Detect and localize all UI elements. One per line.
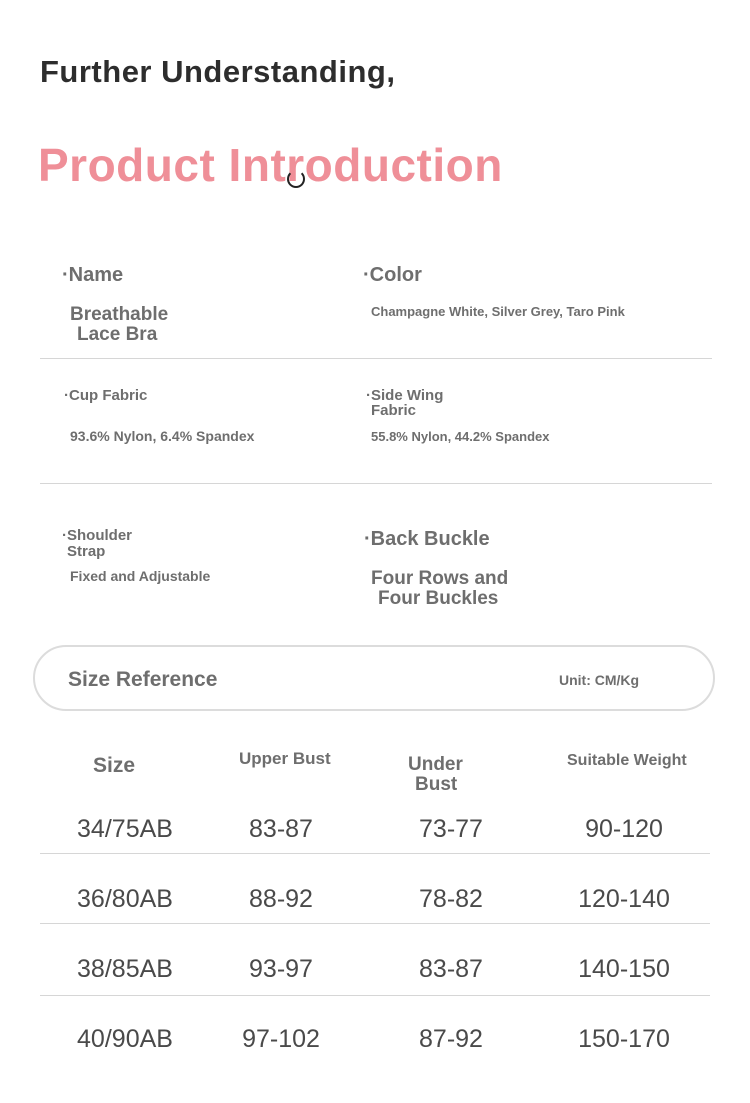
side-wing-label-line1: ·Side Wing [366, 387, 444, 404]
name-value-line1: Breathable [70, 304, 169, 325]
page-title: Product Introduction [38, 139, 503, 191]
shoulder-strap-label-line2: Strap [67, 543, 106, 560]
column-header-under-bust-line2: Bust [415, 774, 458, 795]
column-header-size: Size [93, 754, 136, 777]
cup-fabric-label: ·Cup Fabric [64, 387, 148, 404]
table-row-divider [40, 995, 710, 996]
cup-fabric-value: 93.6% Nylon, 6.4% Spandex [70, 428, 255, 444]
column-header-upper-bust: Upper Bust [239, 749, 331, 768]
back-buckle-label: ·Back Buckle [364, 528, 490, 550]
table-row-divider [40, 853, 710, 854]
table-cell-size: 38/85AB [77, 955, 173, 983]
table-cell-upper-bust: 83-87 [249, 815, 313, 843]
table-row-divider [40, 923, 710, 924]
divider [40, 358, 712, 359]
unit-label: Unit: CM/Kg [559, 672, 640, 688]
name-label: ·Name [62, 264, 124, 286]
table-cell-weight: 150-170 [578, 1025, 670, 1053]
table-cell-weight: 90-120 [585, 815, 663, 843]
table-cell-under-bust: 87-92 [419, 1025, 483, 1053]
table-cell-upper-bust: 93-97 [249, 955, 313, 983]
table-cell-weight: 120-140 [578, 885, 670, 913]
column-header-suitable-weight: Suitable Weight [567, 752, 687, 769]
back-buckle-value-line2: Four Buckles [378, 588, 499, 609]
table-cell-size: 40/90AB [77, 1025, 173, 1053]
back-buckle-value-line1: Four Rows and [371, 568, 509, 589]
side-wing-label-line2: Fabric [371, 402, 417, 419]
name-value-line2: Lace Bra [77, 324, 158, 345]
table-cell-upper-bust: 97-102 [242, 1025, 320, 1053]
table-cell-size: 36/80AB [77, 885, 173, 913]
side-wing-value: 55.8% Nylon, 44.2% Spandex [371, 429, 550, 444]
column-header-under-bust-line1: Under [408, 754, 463, 775]
table-cell-under-bust: 73-77 [419, 815, 483, 843]
table-cell-under-bust: 83-87 [419, 955, 483, 983]
table-cell-weight: 140-150 [578, 955, 670, 983]
divider [40, 483, 712, 484]
loading-spinner-icon [287, 170, 305, 188]
section-heading: Further Understanding, [40, 54, 396, 89]
table-cell-under-bust: 78-82 [419, 885, 483, 913]
shoulder-strap-value: Fixed and Adjustable [70, 568, 211, 584]
color-label: ·Color [363, 264, 422, 286]
color-value: Champagne White, Silver Grey, Taro Pink [371, 304, 625, 319]
shoulder-strap-label-line1: ·Shoulder [62, 527, 132, 544]
table-cell-upper-bust: 88-92 [249, 885, 313, 913]
table-cell-size: 34/75AB [77, 815, 173, 843]
size-reference-title: Size Reference [68, 668, 218, 691]
